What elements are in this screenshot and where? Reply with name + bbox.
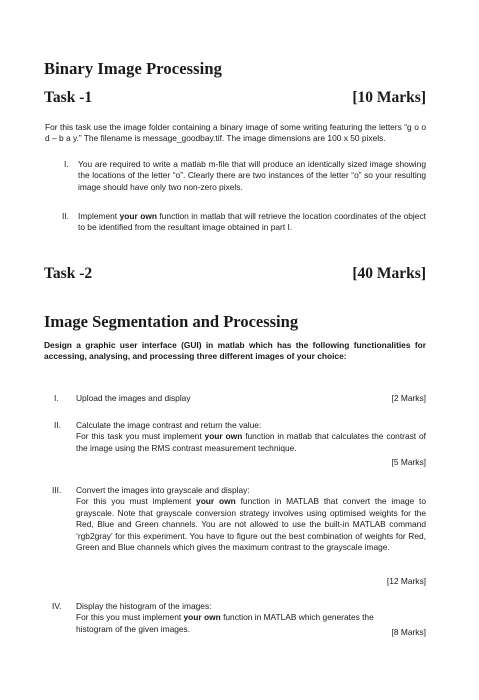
- task2-item-4-marks: [8 Marks]: [391, 627, 426, 637]
- task2-item-2-title: Calculate the image contrast and return the value:: [76, 420, 262, 430]
- task2-item-3-title: Convert the images into grayscale and display:: [76, 485, 250, 495]
- task2-label: Task -2: [44, 265, 93, 282]
- task2-item-1-marks: [2 Marks]: [391, 393, 426, 403]
- emphasis-your-own: your own: [119, 211, 157, 221]
- task2-item-2-text: For this task you must implement your own function in matlab that calculates the contrast of the image using the RMS contrast measurement technique.: [76, 431, 426, 453]
- task2-item-4-text: For this you must implement your own function in MATLAB which generates the histogram of the given images.: [76, 612, 374, 634]
- heading-image-segmentation: Image Segmentation and Processing: [44, 312, 299, 331]
- task1-item-2-number: II.: [62, 211, 69, 221]
- task1-label: Task -1: [44, 89, 93, 106]
- task2-intro: Design a graphic user interface (GUI) in matlab which has the following functionalities for accessing, analysing, and processing three different images of your choice:: [44, 340, 426, 362]
- task1-marks: [10 Marks]: [352, 89, 426, 106]
- task1-intro: For this task use the image folder containing a binary image of some writing featuring the letters “g o o d – b a y.” The filename is message_goodbay.tif. The image dimensions are 100 x 50 pixels.: [45, 122, 426, 144]
- task2-item-1-number: I.: [54, 393, 59, 403]
- emphasis-your-own: your own: [183, 612, 221, 623]
- task1-item-1-number: I.: [64, 159, 69, 169]
- task2-item-2-number: II.: [54, 420, 61, 430]
- task1-header: [44, 89, 426, 107]
- task2-item-3-marks: [12 Marks]: [386, 576, 426, 586]
- task2-item-2-marks: [5 Marks]: [391, 457, 426, 467]
- task2-header: [44, 265, 426, 283]
- task1-item-1-text: You are required to write a matlab m-file that will produce an identically sized image showing the locations of the letter “o”. Clearly there are two instances of the letter “o” so your resulting image should have only two non-zero pixels.: [78, 159, 426, 192]
- task2-item-4-number: IV.: [52, 601, 62, 611]
- task2-item-3-text: For this you must implement your own function in MATLAB that convert the image to grayscale. Note that grayscale conversion strategy involves using optimised weights for the Red, Blue and Green channels. You are not allowed to use the built-in MATLAB command ‘rgb2gray’ for this experiment. You have to figure out the best combination of weights for Red, Green and Blue channels which gives the maximum contrast to the grayscale image.: [76, 496, 426, 553]
- task2-item-4-title: Display the histogram of the images:: [76, 601, 212, 611]
- task1-item-2-text: Implement your own function in matlab that will retrieve the location coordinates of the object to be identified from the resultant image obtained in part I.: [78, 211, 426, 233]
- task2-item-1-text: Upload the images and display: [76, 393, 191, 403]
- heading-binary-image-processing: Binary Image Processing: [44, 59, 222, 78]
- emphasis-your-own: your own: [204, 431, 243, 442]
- emphasis-your-own: your own: [196, 496, 236, 507]
- task2-item-3-number: III.: [52, 485, 62, 495]
- task2-marks: [40 Marks]: [352, 265, 426, 282]
